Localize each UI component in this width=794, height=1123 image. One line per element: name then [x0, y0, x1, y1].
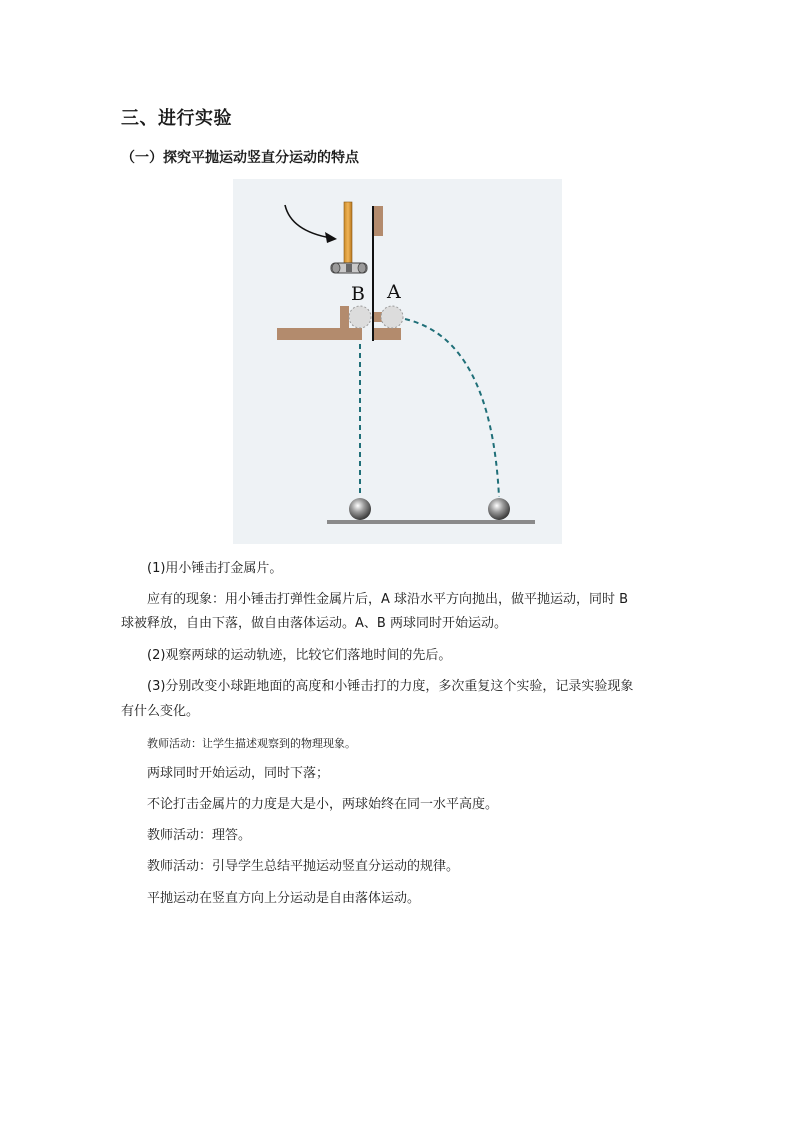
paragraph-step-3: (3)分别改变小球距地面的高度和小锤击打的力度，多次重复这个实验，记录实验现象 — [147, 679, 634, 694]
ball-a-start — [381, 306, 403, 328]
label-b: B — [351, 283, 365, 305]
paragraph-observation-2: 不论打击金属片的力度是大是小，两球始终在同一水平高度。 — [147, 797, 499, 812]
paragraph-teacher-1: 教师活动：让学生描述观察到的物理现象。 — [147, 737, 356, 750]
ball-b-start — [349, 306, 371, 328]
small-step — [374, 312, 382, 322]
paragraph-phenomenon-2: 球被释放，自由下落，做自由落体运动。A、B 两球同时开始运动。 — [121, 616, 507, 631]
right-ledge — [374, 328, 401, 340]
subsection-title: （一）探究平抛运动竖直分运动的特点 — [121, 150, 359, 166]
label-a: A — [387, 281, 401, 303]
paragraph-conclusion: 平抛运动在竖直方向上分运动是自由落体运动。 — [147, 891, 421, 906]
paragraph-step-1: (1)用小锤击打金属片。 — [147, 561, 283, 576]
hammer-handle — [344, 202, 352, 264]
strike-arrow — [285, 205, 331, 238]
hammer-head — [331, 263, 367, 273]
top-wood-block — [374, 206, 383, 236]
experiment-diagram — [233, 179, 562, 544]
support-post — [340, 306, 349, 328]
ground — [327, 520, 535, 524]
paragraph-teacher-2: 教师活动：理答。 — [147, 828, 252, 843]
paragraph-step-2: (2)观察两球的运动轨迹，比较它们落地时间的先后。 — [147, 648, 452, 663]
ball-a-landed — [488, 498, 510, 520]
paragraph-step-3-cont: 有什么变化。 — [121, 704, 200, 719]
section-title: 三、进行实验 — [121, 108, 232, 129]
experiment-figure — [233, 179, 562, 544]
paragraph-phenomenon-1: 应有的现象：用小锤击打弹性金属片后，A 球沿水平方向抛出，做平抛运动，同时 B — [147, 592, 629, 607]
trajectory-a — [405, 319, 499, 497]
support-beam — [277, 328, 362, 340]
strike-arrowhead — [325, 232, 337, 243]
paragraph-observation-1: 两球同时开始运动，同时下落； — [147, 766, 330, 781]
paragraph-teacher-3: 教师活动：引导学生总结平抛运动竖直分运动的规律。 — [147, 859, 460, 874]
ball-b-landed — [349, 498, 371, 520]
